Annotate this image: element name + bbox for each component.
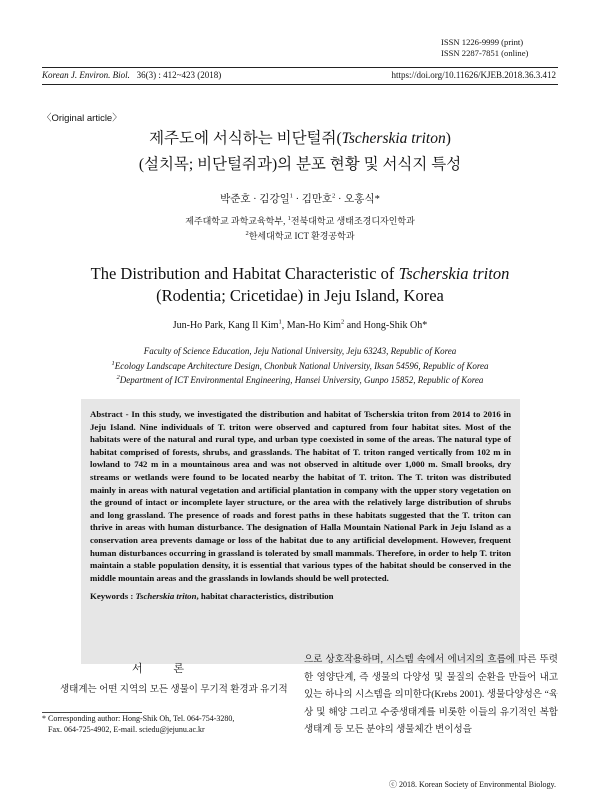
korean-affiliation-line1: 제주대학교 과학교육학부, $^1$전북대학교 생태조경디자인학과 — [185, 215, 415, 226]
section-heading-introduction: 서 론 — [131, 663, 198, 675]
copyright-notice: ⓒ 2018. Korean Society of Environmental Biology. — [388, 780, 556, 789]
english-affiliation-1: Faculty of Science Education, Jeju National University, Jeju 63243, Republic of Korea — [143, 346, 457, 356]
english-title — [0, 263, 600, 307]
footnote-line1: * Corresponding author: Hong-Shik Oh, Tel. 064-754-3280, — [42, 714, 235, 723]
english-affiliation-3: $^2$Department of ICT Environmental Engineering, Hansei University, Gunpo 15852, Republic of Korea — [116, 374, 484, 385]
header-rule-top — [42, 67, 558, 68]
footnote-rule — [42, 712, 142, 713]
abstract-text: Abstract - In this study, we investigated the distribution and habitat of Tscherskia triton from 2014 to 2016 in Jeju Island. Nine individuals of T. triton were observed and captured from four habitat sites. Most of the habitats were of the natural and rural type, and urban type coexisted in some of the areas. The natural type of habitat comprised of forests, shrubs, and grasslands. The habitat of T. triton ranged vertically from 102 m in lowland to 742 m in a mountainous area and was not observed in altitude over 1,000 m. Small brooks, dry streams or wetlands were found to be located nearby the habitat of T. triton. The T. triton was distributed mainly in areas with natural vegetation and artificial plantation in company with the upper story vegetation on the ground of intact or incomplete layer structure, or the area with the relatively large distribution of shrubs and long grassland. The presence of roads and forest paths in these habitats suggested that the T. triton can thrive in areas with human disturbance. The designation of Halla Mountain National Park in Jeju Island as a conservation area prevents damage or loss of the habitat due to any artificial development. However, frequent human disturbances occurring in grassland is tolerated by small mammals. Therefore, in order to help T. triton maintain a stable population density, it is essential that various types of the habitat should be conserved in the middle mountain areas and the grasslands in lowlands should be well protected. — [90, 409, 511, 583]
header-rule-bottom — [42, 84, 558, 85]
doi-link[interactable]: https://doi.org/10.11626/KJEB.2018.36.3.412 — [391, 70, 556, 80]
korean-affiliation-line2: $^2$한세대학교 ICT 환경공학과 — [245, 230, 355, 241]
issn-online: ISSN 2287-7851 (online) — [441, 48, 529, 58]
korean-title — [0, 126, 600, 178]
korean-title-line2: (설치목; 비단털쥐과)의 분포 현황 및 서식지 특성 — [138, 156, 462, 173]
korean-affiliations — [0, 214, 600, 244]
issn-print: ISSN 1226-9999 (print) — [441, 37, 524, 47]
journal-name: Korean J. Environ. Biol. — [42, 70, 130, 80]
english-authors: Jun-Ho Park, Kang Il Kim$^1$, Man-Ho Kim$^2$ and Hong-Shik Oh* — [172, 318, 428, 331]
korean-title-line1: 제주도에 서식하는 비단털쥐(Tscherskia triton) — [149, 130, 451, 147]
article-type: 〈Original article〉 — [42, 113, 122, 124]
english-title-line1: The Distribution and Habitat Characteristic of Tscherskia triton — [90, 264, 510, 283]
korean-authors: 박준호 · 김강일$^1$ · 김만호$^2$ · 오홍식* — [220, 192, 380, 205]
korean-title-species: Tscherskia triton — [341, 130, 446, 147]
english-title-species: Tscherskia triton — [398, 264, 510, 283]
issn-block — [441, 37, 556, 59]
volume-pages: 36(3) : 412~423 (2018) — [136, 70, 222, 80]
intro-paragraph-left: 생태계는 어떤 지역의 모든 생물이 무기적 환경과 유기적 — [60, 685, 288, 695]
english-affiliations — [0, 344, 600, 388]
intro-paragraph-right: 으로 상호작용하며, 시스템 속에서 에너지의 흐름에 따른 뚜렷한 영양단계, 즉 생물의 다양성 및 물질의 순환을 만들어 내고 있는 하나의 시스템을 의미한다(Krebs 2001). 생물다양성은 “육상 및 해양 그리고 수중생태계를 비롯한 이들의 유기적인 복합 생태계 등 모든 분야의 생물체간 변이성을 — [304, 655, 558, 735]
english-affiliation-2: $^1$Ecology Landscape Architecture Design, Chonbuk National University, Iksan 54596, Republic of Korea — [111, 359, 489, 371]
body-left-column — [42, 660, 288, 697]
journal-citation — [42, 70, 221, 80]
footnote-line2: Fax. 064-725-4902, E-mail. sciedu@jejunu.ac.kr — [48, 724, 205, 734]
keywords: Keywords : Tscherskia triton, habitat characteristics, distribution — [90, 591, 334, 602]
abstract-box — [81, 399, 520, 664]
corresponding-author-footnote — [42, 714, 292, 735]
english-title-line2: (Rodentia; Cricetidae) in Jeju Island, Korea — [156, 286, 444, 305]
